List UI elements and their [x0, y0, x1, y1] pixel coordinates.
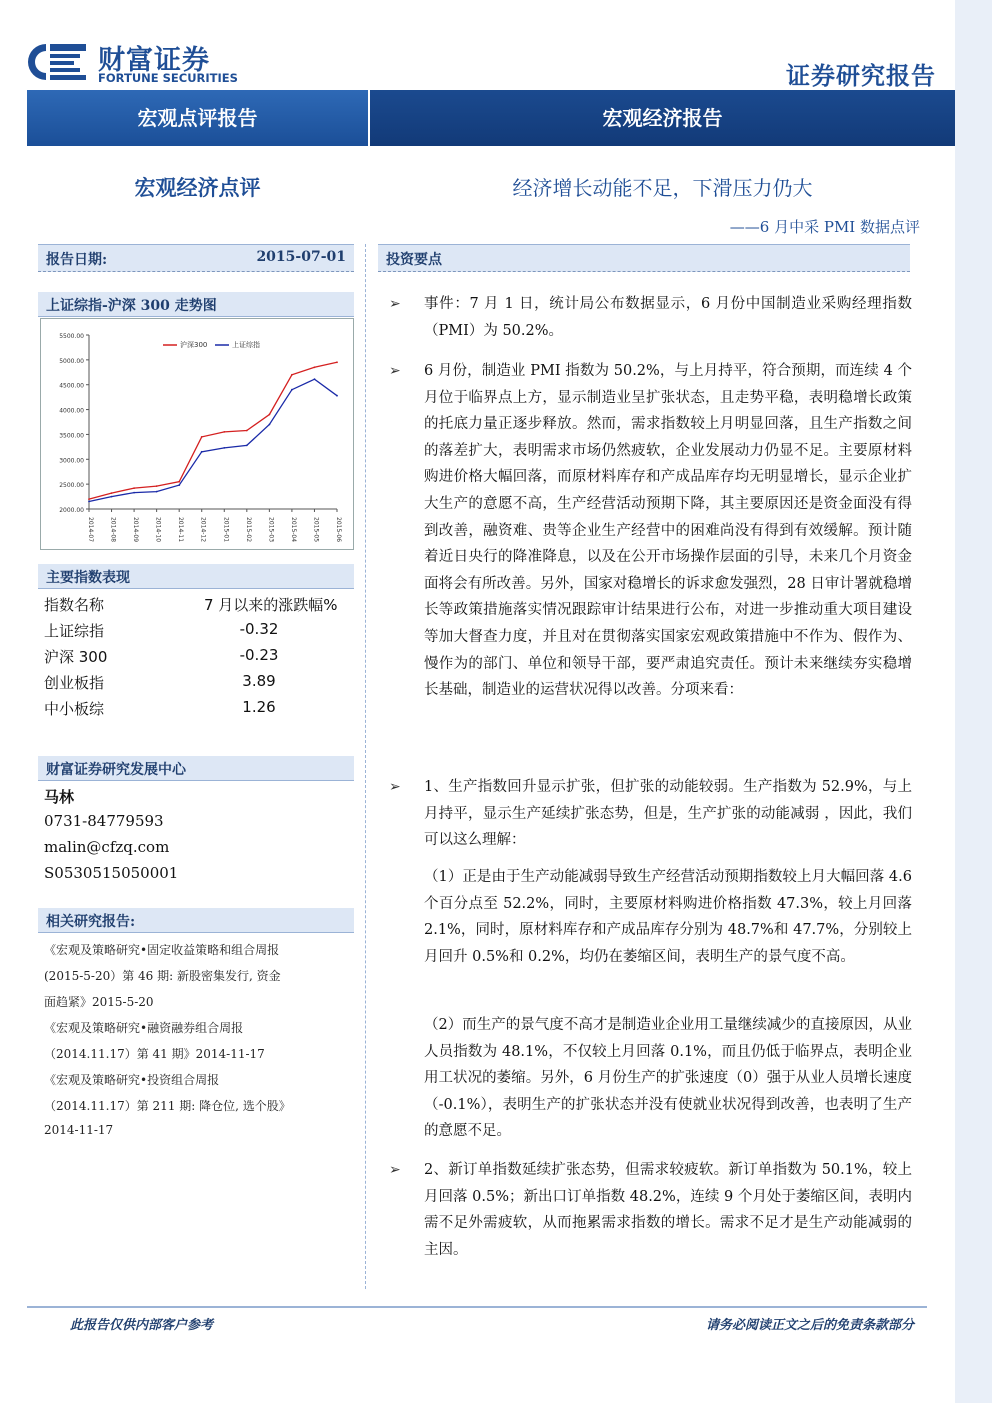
report-date-box — [38, 244, 354, 272]
data-point — [336, 395, 338, 397]
report-type-label: 证券研究报告 — [786, 61, 936, 90]
data-point — [291, 374, 293, 376]
footer-divider — [27, 1306, 927, 1308]
x-tick-label: 2014-10 — [154, 517, 162, 543]
analyst-certificate: S0530515050001 — [44, 864, 179, 882]
x-tick-label: 2014-08 — [109, 517, 117, 543]
x-tick-label: 2015-02 — [244, 517, 252, 543]
right-edge-strip — [955, 0, 992, 1403]
fortune-logo-icon — [22, 40, 88, 84]
paragraph-production-point-1: （1）正是由于生产动能减弱导致生产经营活动预期指数较上月大幅回落 4.6 个百分点至 52.2%，同时，主要原材料购进价格指数 47.3%，较上月回落 2.1%，同时，原材料库存和产成品库存分别为 48.7%和 47.7%，分别较上月回升 0.5%和 0.2%，均仍在萎缩区间，表明生产的景气度不高。 — [424, 869, 912, 965]
data-point — [291, 389, 293, 391]
company-logo — [22, 38, 252, 88]
y-tick-label: 3000.00 — [59, 457, 84, 465]
data-point — [201, 436, 203, 438]
report-subtitle: ——6 月中采 PMI 数据点评 — [729, 218, 920, 236]
table-row — [44, 698, 344, 722]
y-tick-label: 4000.00 — [59, 407, 84, 415]
y-tick-label: 2000.00 — [59, 507, 84, 514]
related-report-line: 2014-11-17 — [44, 1123, 114, 1137]
data-point — [269, 424, 271, 426]
data-point — [88, 498, 90, 500]
data-point — [88, 501, 90, 503]
logo-chinese-name: 财富证券 — [98, 45, 210, 76]
data-point — [314, 366, 316, 368]
x-tick-label: 2014-07 — [87, 517, 94, 543]
x-tick-label: 2015-06 — [335, 517, 342, 543]
index-name: 上证综指 — [44, 622, 105, 640]
table-row — [44, 646, 344, 670]
related-report-line: 《宏观及策略研究•投资组合周报 — [44, 1073, 220, 1087]
index-name: 沪深 300 — [44, 648, 108, 666]
analyst-phone: 0731-84779593 — [44, 812, 164, 830]
series-line-2 — [89, 379, 337, 501]
data-point — [246, 445, 248, 447]
related-report-line: 《宏观及策略研究•固定收益策略和组合周报 — [44, 943, 280, 957]
data-point — [269, 414, 271, 416]
series-line-1 — [89, 362, 337, 499]
data-point — [133, 487, 135, 489]
index-change: 1.26 — [242, 698, 276, 716]
y-tick-label: 5000.00 — [59, 357, 84, 365]
x-tick-label: 2014-09 — [132, 517, 140, 543]
table-row — [44, 620, 344, 644]
y-tick-label: 5500.00 — [59, 333, 84, 340]
index-change: -0.23 — [239, 646, 279, 664]
paragraph-production-point-2: （2）而生产的景气度不高才是制造业企业用工量继续减少的直接原因，从业人员指数为 48.1%，不仅较上月回落 0.1%，而且仍低于临界点，表明企业用工状况的萎缩。另外，6 月份生产的扩张速度（0）强于从业人员增长速度（-0.1%），表明生产的扩张状态并没有使就业状况得到改善，也表明了生产的意愿不足。 — [424, 1017, 912, 1140]
data-point — [111, 492, 113, 494]
paragraph-event: 事件：7 月 1 日，统计局公布数据显示，6 月份中国制造业采购经理指数（PMI）为 50.2%。 — [424, 296, 912, 339]
x-tick-label: 2014-11 — [177, 517, 185, 543]
banner-category-right: 宏观经济报告 — [370, 90, 955, 146]
index-performance-heading — [38, 564, 354, 589]
paragraph-production: 1、生产指数回升显示扩张，但扩张的动能较弱。生产指数为 52.9%，与上月持平，显示生产延续扩张态势，但是，生产扩张的动能减弱 ，因此，我们可以这么理解： — [424, 779, 912, 849]
report-date-label: 报告日期: — [46, 252, 108, 268]
y-tick-label: 4500.00 — [59, 382, 84, 390]
index-trend-chart — [40, 318, 354, 550]
index-change: -0.32 — [239, 620, 279, 638]
research-center-heading-text: 财富证券研究发展中心 — [46, 762, 186, 778]
data-point — [223, 431, 225, 433]
report-subcategory: 宏观经济点评 — [134, 175, 261, 200]
index-name: 创业板指 — [44, 674, 105, 692]
report-title: 经济增长动能不足，下滑压力仍大 — [512, 176, 813, 200]
x-tick-label: 2015-01 — [222, 517, 230, 543]
chart-heading-text: 上证综指-沪深 300 走势图 — [46, 298, 217, 314]
data-point — [111, 496, 113, 498]
analyst-email[interactable]: malin@cfzq.com — [44, 838, 170, 856]
x-tick-label: 2014-12 — [199, 517, 207, 543]
bullet-arrow-icon: ➢ — [389, 779, 401, 795]
index-change-header: 7 月以来的涨跌幅% — [204, 596, 338, 614]
data-point — [336, 361, 338, 363]
key-points-heading — [378, 244, 910, 272]
y-tick-label: 3500.00 — [59, 432, 84, 440]
key-points-heading-text: 投资要点 — [386, 252, 442, 268]
y-tick-label: 2500.00 — [59, 482, 84, 490]
column-divider — [365, 244, 366, 1289]
data-point — [314, 378, 316, 380]
related-reports-heading-text: 相关研究报告: — [46, 914, 136, 930]
research-center-heading — [38, 756, 354, 781]
index-performance-heading-text: 主要指数表现 — [46, 570, 130, 586]
trend-chart-svg — [41, 319, 353, 549]
legend-label: 上证综指 — [232, 341, 260, 349]
related-reports-heading — [38, 908, 354, 933]
legend-label: 沪深300 — [180, 341, 208, 349]
bullet-arrow-icon: ➢ — [389, 1162, 401, 1178]
data-point — [223, 447, 225, 449]
x-tick-label: 2015-03 — [267, 517, 275, 543]
index-name-header: 指数名称 — [44, 596, 105, 614]
data-point — [133, 492, 135, 494]
related-report-line: 面趋紧》2015-5-20 — [44, 995, 154, 1009]
bullet-arrow-icon: ➢ — [389, 296, 401, 312]
related-report-line: (2015-5-20）第 46 期: 新股密集发行, 资金 — [44, 969, 281, 983]
report-date-value: 2015-07-01 — [256, 249, 346, 265]
index-table-header — [44, 594, 344, 618]
related-report-line: （2014.11.17）第 211 期: 降仓位, 选个股》 — [44, 1099, 291, 1113]
chart-heading — [38, 292, 354, 317]
index-change: 3.89 — [242, 672, 276, 690]
index-name: 中小板综 — [44, 700, 105, 718]
bullet-arrow-icon: ➢ — [389, 363, 401, 379]
table-row — [44, 672, 344, 696]
logo-english-name: FORTUNE SECURITIES — [98, 71, 238, 85]
x-tick-label: 2015-04 — [289, 517, 297, 543]
analyst-name: 马林 — [44, 788, 75, 806]
paragraph-overview: 6 月份，制造业 PMI 指数为 50.2%，与上月持平，符合预期，而连续 4 个月位于临界点上方，显示制造业呈扩张状态，且走势平稳，表明稳增长政策的托底力量正逐步释放。然而，需求指数较上月明显回落，且生产指数之间的落差扩大，表明需求市场仍然疲软，企业发展动力仍显不足。主要原材料购进价格大幅回落，而原材料库存和产成品库存均无明显增长，显示企业扩大生产的意愿不高，生产经营活动预期下降，其主要原因还是资金面没有得到改善，融资难、贵等企业生产经营中的困难尚没有得到有效缓解。预计随着近日央行的降准降息，以及在公开市场操作层面的引导，未来几个月资金面将会有所改善。另外，国家对稳增长的诉求愈发强烈，28 日审计署就稳增长等政策措施落实情况跟踪审计结果进行公布，对进一步推动重大项目建设等加大督查力度，并且对在贯彻落实国家宏观政策措施中不作为、假作为、慢作为的部门、单位和领导干部，要严肃追究责任。预计未来继续夯实稳增长基础，制造业的运营状况得以改善。分项来看： — [424, 363, 912, 699]
footer-internal-note: 此报告仅供内部客户参考 — [70, 1318, 214, 1333]
data-point — [178, 481, 180, 483]
data-point — [246, 430, 248, 432]
paragraph-new-orders: 2、新订单指数延续扩张态势，但需求较疲软。新订单指数为 50.1%，较上月回落 0.5%；新出口订单指数 48.2%，连续 9 个月处于萎缩区间，表明内需不足外需疲软，从而拖累需求指数的增长。需求不足才是生产动能减弱的主因。 — [424, 1162, 912, 1258]
related-report-line: （2014.11.17）第 41 期》2014-11-17 — [44, 1047, 265, 1061]
related-report-line: 《宏观及策略研究•融资融券组合周报 — [44, 1021, 244, 1035]
data-point — [156, 485, 158, 487]
banner-category-left: 宏观点评报告 — [27, 90, 368, 146]
data-point — [201, 451, 203, 453]
data-point — [178, 484, 180, 486]
footer-disclaimer-note: 请务必阅读正文之后的免责条款部分 — [705, 1318, 914, 1333]
data-point — [156, 491, 158, 493]
x-tick-label: 2015-05 — [312, 517, 320, 543]
